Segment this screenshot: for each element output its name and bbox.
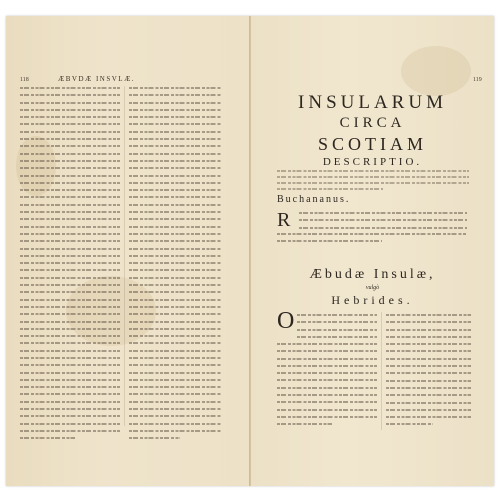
margin-note (473, 216, 491, 220)
italic-preface (277, 170, 469, 194)
foxing-stain (401, 46, 471, 96)
author-heading: Buchananus. (277, 194, 351, 205)
running-head: ÆBVDÆ INSVLÆ. (58, 75, 136, 83)
text-column-right (386, 314, 471, 431)
column-divider (124, 86, 125, 426)
section-title: Æbudæ Insulæ, (309, 267, 436, 282)
text-column-right (129, 87, 221, 445)
page-number: 119 (473, 77, 482, 83)
page-title-line3: SCOTIAM (317, 134, 427, 154)
page-title-line2: CIRCA (339, 115, 406, 131)
text-column-left (20, 87, 120, 445)
paragraph-buchananus (299, 212, 467, 234)
text-column-left (297, 314, 377, 343)
drop-cap: R (277, 209, 291, 231)
page-title: INSULARUM (298, 92, 447, 113)
section-title-hebrides: Hebrides. (331, 293, 414, 307)
book-spread (6, 16, 494, 486)
paragraph-buchananus-cont (277, 233, 467, 248)
right-page (251, 16, 494, 486)
text-column-left-cont (277, 343, 377, 431)
drop-cap: O (277, 308, 295, 334)
left-page (6, 16, 249, 486)
section-subtitle: vulgò (365, 285, 380, 291)
page-number: 118 (20, 77, 29, 83)
margin-note (226, 166, 244, 170)
column-divider (381, 312, 382, 430)
page-title-line4: DESCRIPTIO. (322, 156, 423, 168)
